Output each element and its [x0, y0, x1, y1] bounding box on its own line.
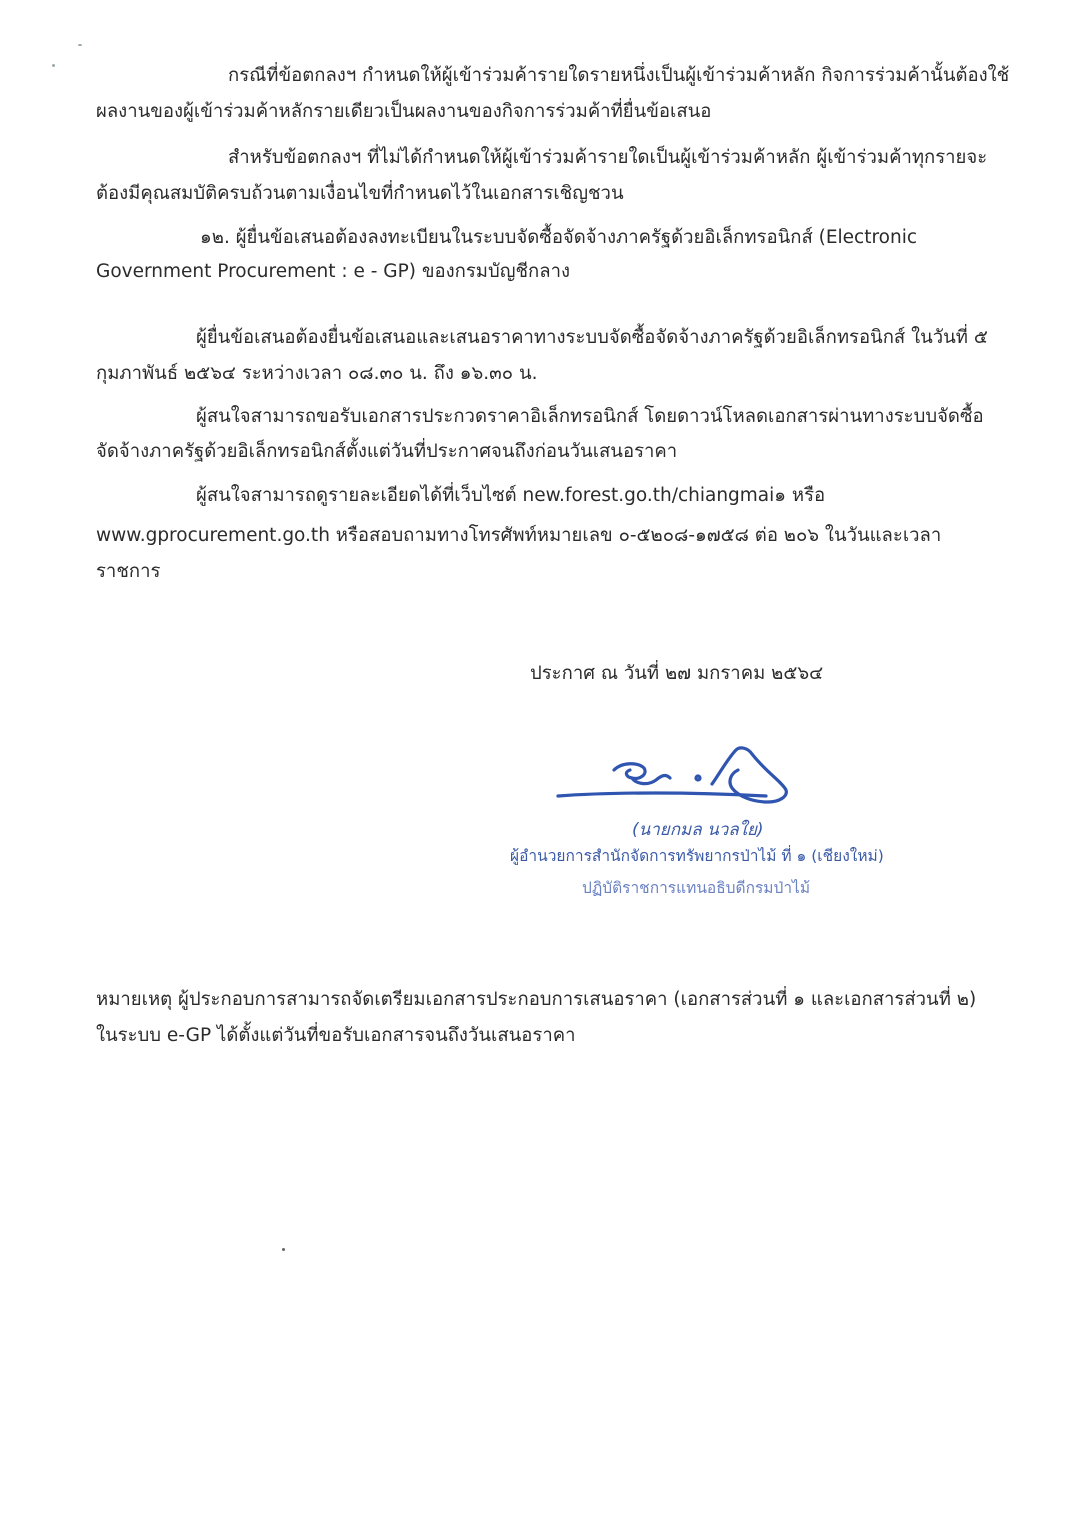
- para-jv2-line2: ต้องมีคุณสมบัติครบถ้วนตามเงื่อนไขที่กำหนดไว้ในเอกสารเชิญชวน: [96, 183, 624, 204]
- clause-12-line1: ๑๒. ผู้ยื่นข้อเสนอต้องลงทะเบียนในระบบจัดซื้อจัดจ้างภาครัฐด้วยอิเล็กทรอนิกส์ (Electronic: [200, 227, 918, 248]
- clause-12-line2: Government Procurement : e - GP) ของกรมบัญชีกลาง: [96, 261, 571, 282]
- note-line1: หมายเหตุ ผู้ประกอบการสามารถจัดเตรียมเอกสารประกอบการเสนอราคา (เอกสารส่วนที่ ๑ และเอกสารส่วนที่ ๒): [96, 989, 977, 1010]
- para-submit-line2: กุมภาพันธ์ ๒๕๖๔ ระหว่างเวลา ๐๘.๓๐ น. ถึง ๑๖.๓๐ น.: [96, 363, 538, 384]
- para-jv1-line2: ผลงานของผู้เข้าร่วมค้าหลักรายเดียวเป็นผลงานของกิจการร่วมค้าที่ยื่นข้อเสนอ: [96, 101, 712, 122]
- signature-mark: [552, 740, 812, 820]
- scan-speck: [282, 1248, 285, 1251]
- para-jv1-line1: กรณีที่ข้อตกลงฯ กำหนดให้ผู้เข้าร่วมค้ารายใดรายหนึ่งเป็นผู้เข้าร่วมค้าหลัก กิจการร่วมค้านั้นต้องใช้: [228, 65, 1010, 86]
- scan-speck: [52, 64, 55, 67]
- para-jv2-line1: สำหรับข้อตกลงฯ ที่ไม่ได้กำหนดให้ผู้เข้าร่วมค้ารายใดเป็นผู้เข้าร่วมค้าหลัก ผู้เข้าร่วมค้าทุกรายจะ: [228, 147, 988, 168]
- para-submit-line1: ผู้ยื่นข้อเสนอต้องยื่นข้อเสนอและเสนอราคาทางระบบจัดซื้อจัดจ้างภาครัฐด้วยอิเล็กทรอนิกส์ ในวันที่ ๕: [196, 327, 988, 348]
- signatory-name: (นายกมล นวลใย): [632, 820, 764, 840]
- signatory-acting: ปฏิบัติราชการแทนอธิบดีกรมป่าไม้: [582, 879, 811, 897]
- para-contact-line2: www.gprocurement.go.th หรือสอบถามทางโทรศัพท์หมายเลข ๐-๕๒๐๘-๑๗๕๘ ต่อ ๒๐๖ ในวันและเวลา: [96, 525, 942, 546]
- para-download-line2: จัดจ้างภาครัฐด้วยอิเล็กทรอนิกส์ตั้งแต่วันที่ประกาศจนถึงก่อนวันเสนอราคา: [96, 441, 678, 462]
- signatory-position: ผู้อำนวยการสำนักจัดการทรัพยากรป่าไม้ ที่ ๑ (เชียงใหม่): [510, 847, 884, 865]
- para-contact-line3: ราชการ: [96, 561, 161, 582]
- note-line2: ในระบบ e-GP ได้ตั้งแต่วันที่ขอรับเอกสารจนถึงวันเสนอราคา: [96, 1025, 576, 1046]
- para-download-line1: ผู้สนใจสามารถขอรับเอกสารประกวดราคาอิเล็กทรอนิกส์ โดยดาวน์โหลดเอกสารผ่านทางระบบจัดซื้อ: [196, 406, 984, 427]
- scan-speck: [78, 44, 82, 46]
- para-contact-line1: ผู้สนใจสามารถดูรายละเอียดได้ที่เว็บไซต์ new.forest.go.th/chiangmai๑ หรือ: [196, 485, 826, 506]
- announce-date: ประกาศ ณ วันที่ ๒๗ มกราคม ๒๕๖๔: [530, 663, 824, 684]
